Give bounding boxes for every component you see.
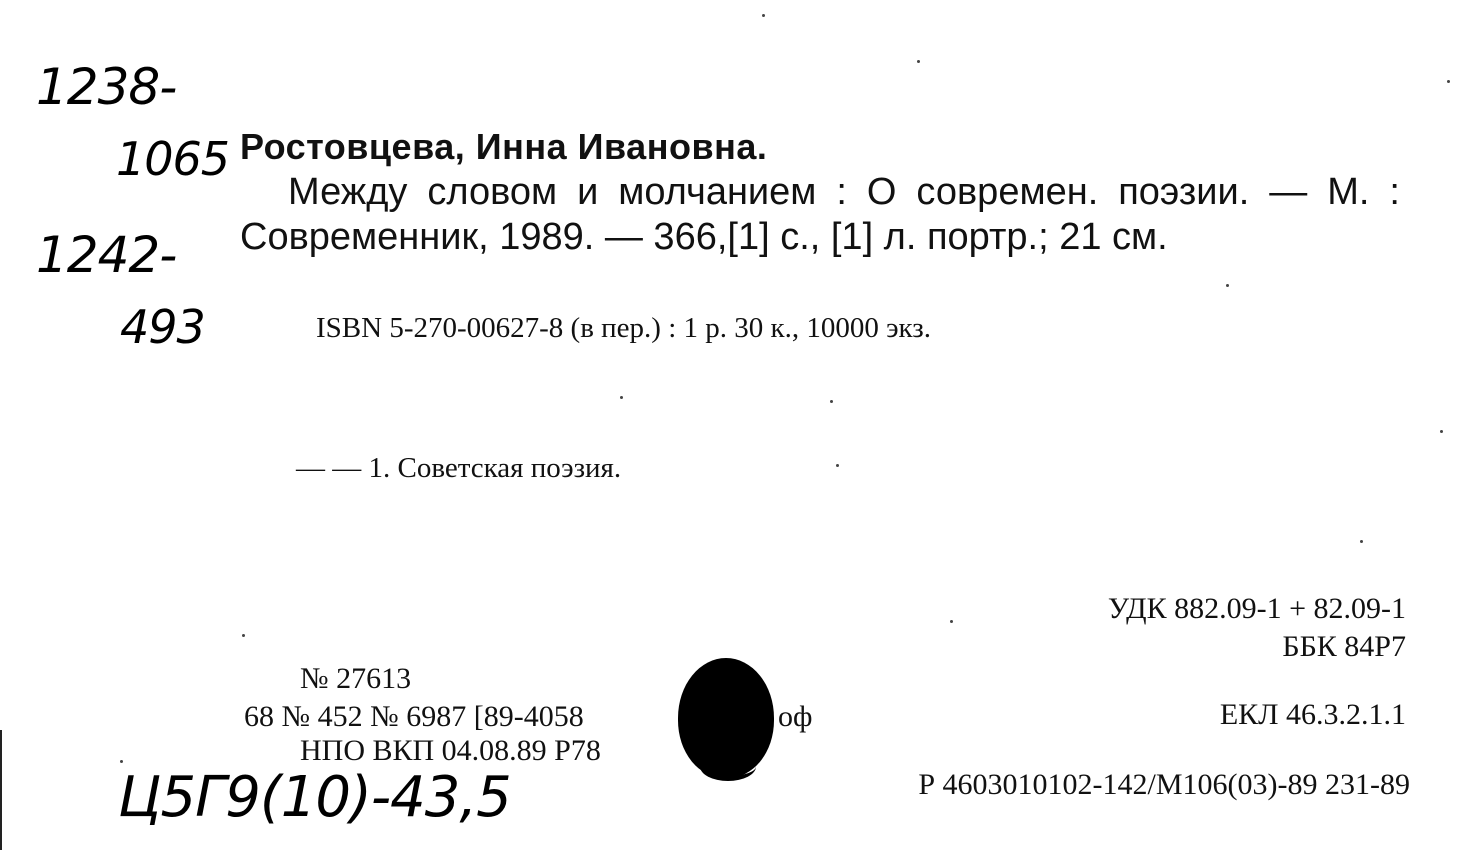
scan-speck bbox=[1360, 540, 1363, 543]
title-block: Между словом и молчанием : О современ. поэзии. — М. : Современник, 1989. — 366,[1] с., [1] л. портр.; 21 см. bbox=[240, 171, 1400, 258]
handwritten-shelfmark-mid: 1242- bbox=[36, 226, 177, 284]
scan-speck bbox=[762, 14, 765, 17]
production-line-1: 68 № 452 № 6987 [89-4058 bbox=[244, 700, 584, 733]
scan-speck bbox=[1226, 284, 1229, 287]
production-line-2: НПО ВКП 04.08.89 Р78 bbox=[300, 734, 601, 767]
author-heading: Ростовцева, Инна Ивановна. bbox=[240, 126, 768, 167]
udk-code: УДК 882.09-1 + 82.09-1 bbox=[1107, 592, 1406, 625]
price-code: Р 4603010102-142/М106(03)-89 231-89 bbox=[918, 768, 1410, 801]
scan-speck bbox=[836, 464, 839, 467]
bbk-code: ББК 84Р7 bbox=[1282, 630, 1406, 663]
scan-speck bbox=[830, 400, 833, 403]
order-number: № 27613 bbox=[300, 662, 412, 695]
handwritten-shelfmark-mid-cont: 493 bbox=[120, 300, 205, 354]
handwritten-bottom-code: Ц5Г9(10)-43,5 bbox=[118, 765, 511, 830]
scan-speck bbox=[620, 396, 623, 399]
scan-speck bbox=[917, 60, 920, 63]
isbn-line: ISBN 5-270-00627-8 (в пер.) : 1 р. 30 к., 10000 экз. bbox=[316, 312, 931, 344]
handwritten-shelfmark-top-cont: 1065 bbox=[116, 132, 230, 186]
card-edge bbox=[0, 730, 2, 850]
ink-smear bbox=[700, 752, 756, 781]
ekl-code: ЕКЛ 46.3.2.1.1 bbox=[1219, 698, 1406, 731]
handwritten-shelfmark-top: 1238- bbox=[36, 58, 177, 116]
production-line-1-tail: оф bbox=[778, 700, 813, 733]
scan-speck bbox=[950, 620, 953, 623]
scan-speck bbox=[1440, 430, 1443, 433]
scan-speck bbox=[1447, 80, 1450, 83]
scan-speck bbox=[242, 634, 245, 637]
subject-heading: — — 1. Советская поэзия. bbox=[296, 452, 622, 484]
scan-speck bbox=[120, 760, 123, 763]
